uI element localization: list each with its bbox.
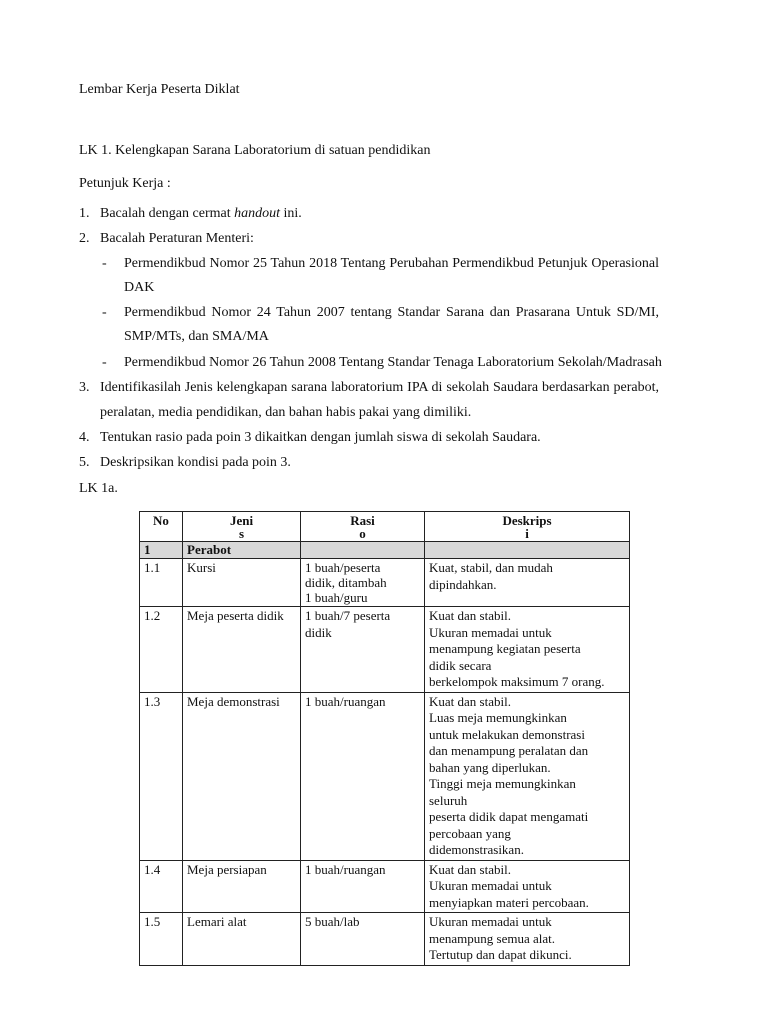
document-title: Lembar Kerja Peserta Diklat — [79, 82, 240, 97]
sub-item-2-line-2: SMP/MTs, dan SMA/MA — [124, 329, 269, 344]
cell-deskripsi: Kuat dan stabil. Ukuran memadai untuk menampung kegiatan peserta didik secara berkelompok maksimum 7 orang. — [425, 607, 630, 693]
sarana-table — [139, 511, 630, 966]
section-row-perabot — [140, 542, 630, 559]
cell-no: 1.4 — [140, 860, 183, 913]
item-1-number: 1. — [79, 206, 90, 221]
header-deskripsi: Deskrips i — [425, 512, 630, 542]
table-row — [140, 559, 630, 607]
cell-rasio: 1 buah/ruangan — [301, 692, 425, 860]
section-empty-cell — [301, 542, 425, 559]
header-jenis: Jeni s — [183, 512, 301, 542]
table-row — [140, 692, 630, 860]
section-empty-cell — [425, 542, 630, 559]
sub-item-1-dash: - — [102, 256, 107, 271]
lk-title: LK 1. Kelengkapan Sarana Laboratorium di satuan pendidikan — [79, 143, 431, 158]
cell-jenis: Meja peserta didik — [183, 607, 301, 693]
cell-rasio: 5 buah/lab — [301, 913, 425, 966]
cell-rasio: 1 buah/peserta didik, ditambah 1 buah/guru — [301, 559, 425, 607]
cell-jenis: Lemari alat — [183, 913, 301, 966]
cell-deskripsi: Kuat dan stabil. Luas meja memungkinkan untuk melakukan demonstrasi dan menampung peralatan dan bahan yang diperlukan. Tinggi meja memungkinkan seluruh peserta didik dapat mengamati percobaan yang didemonstrasikan. — [425, 692, 630, 860]
cell-jenis: Kursi — [183, 559, 301, 607]
section-number: 1 — [140, 542, 183, 559]
item-3-line-1: Identifikasilah Jenis kelengkapan sarana laboratorium IPA di sekolah Saudara berdasarkan perabot, — [100, 380, 659, 395]
table-row — [140, 913, 630, 966]
item-4-text: Tentukan rasio pada poin 3 dikaitkan dengan jumlah siswa di sekolah Saudara. — [100, 430, 541, 445]
cell-no: 1.5 — [140, 913, 183, 966]
header-no: No — [140, 512, 183, 542]
cell-no: 1.1 — [140, 559, 183, 607]
cell-jenis: Meja persiapan — [183, 860, 301, 913]
cell-no: 1.3 — [140, 692, 183, 860]
cell-rasio: 1 buah/ruangan — [301, 860, 425, 913]
table-row — [140, 860, 630, 913]
sub-item-2-line-1: Permendikbud Nomor 24 Tahun 2007 tentang Standar Sarana dan Prasarana Untuk SD/MI, — [124, 305, 659, 320]
item-2-number: 2. — [79, 231, 90, 246]
table-row — [140, 607, 630, 693]
cell-deskripsi: Kuat dan stabil. Ukuran memadai untuk menyiapkan materi percobaan. — [425, 860, 630, 913]
item-5-text: Deskripsikan kondisi pada poin 3. — [100, 455, 291, 470]
cell-rasio: 1 buah/7 peserta didik — [301, 607, 425, 693]
sub-item-3-line-1: Permendikbud Nomor 26 Tahun 2008 Tentang Standar Tenaga Laboratorium Sekolah/Madrasah — [124, 355, 662, 370]
section-label: Perabot — [183, 542, 301, 559]
cell-deskripsi: Kuat, stabil, dan mudah dipindahkan. — [425, 559, 630, 607]
cell-jenis: Meja demonstrasi — [183, 692, 301, 860]
petunjuk-label: Petunjuk Kerja : — [79, 176, 171, 191]
cell-no: 1.2 — [140, 607, 183, 693]
item-3-number: 3. — [79, 380, 90, 395]
table-header-row — [140, 512, 630, 542]
item-2-text: Bacalah Peraturan Menteri: — [100, 231, 254, 246]
lk1a-label: LK 1a. — [79, 481, 118, 496]
sub-item-2-dash: - — [102, 305, 107, 320]
header-rasio: Rasi o — [301, 512, 425, 542]
item-5-number: 5. — [79, 455, 90, 470]
item-1-text: Bacalah dengan cermat handout ini. — [100, 206, 302, 221]
item-3-line-2: peralatan, media pendidikan, dan bahan habis pakai yang dimiliki. — [100, 405, 472, 420]
item-4-number: 4. — [79, 430, 90, 445]
sub-item-1-line-1: Permendikbud Nomor 25 Tahun 2018 Tentang Perubahan Permendikbud Petunjuk Operasional — [124, 256, 659, 271]
sub-item-3-dash: - — [102, 355, 107, 370]
cell-deskripsi: Ukuran memadai untuk menampung semua alat. Tertutup dan dapat dikunci. — [425, 913, 630, 966]
sub-item-1-line-2: DAK — [124, 280, 155, 295]
